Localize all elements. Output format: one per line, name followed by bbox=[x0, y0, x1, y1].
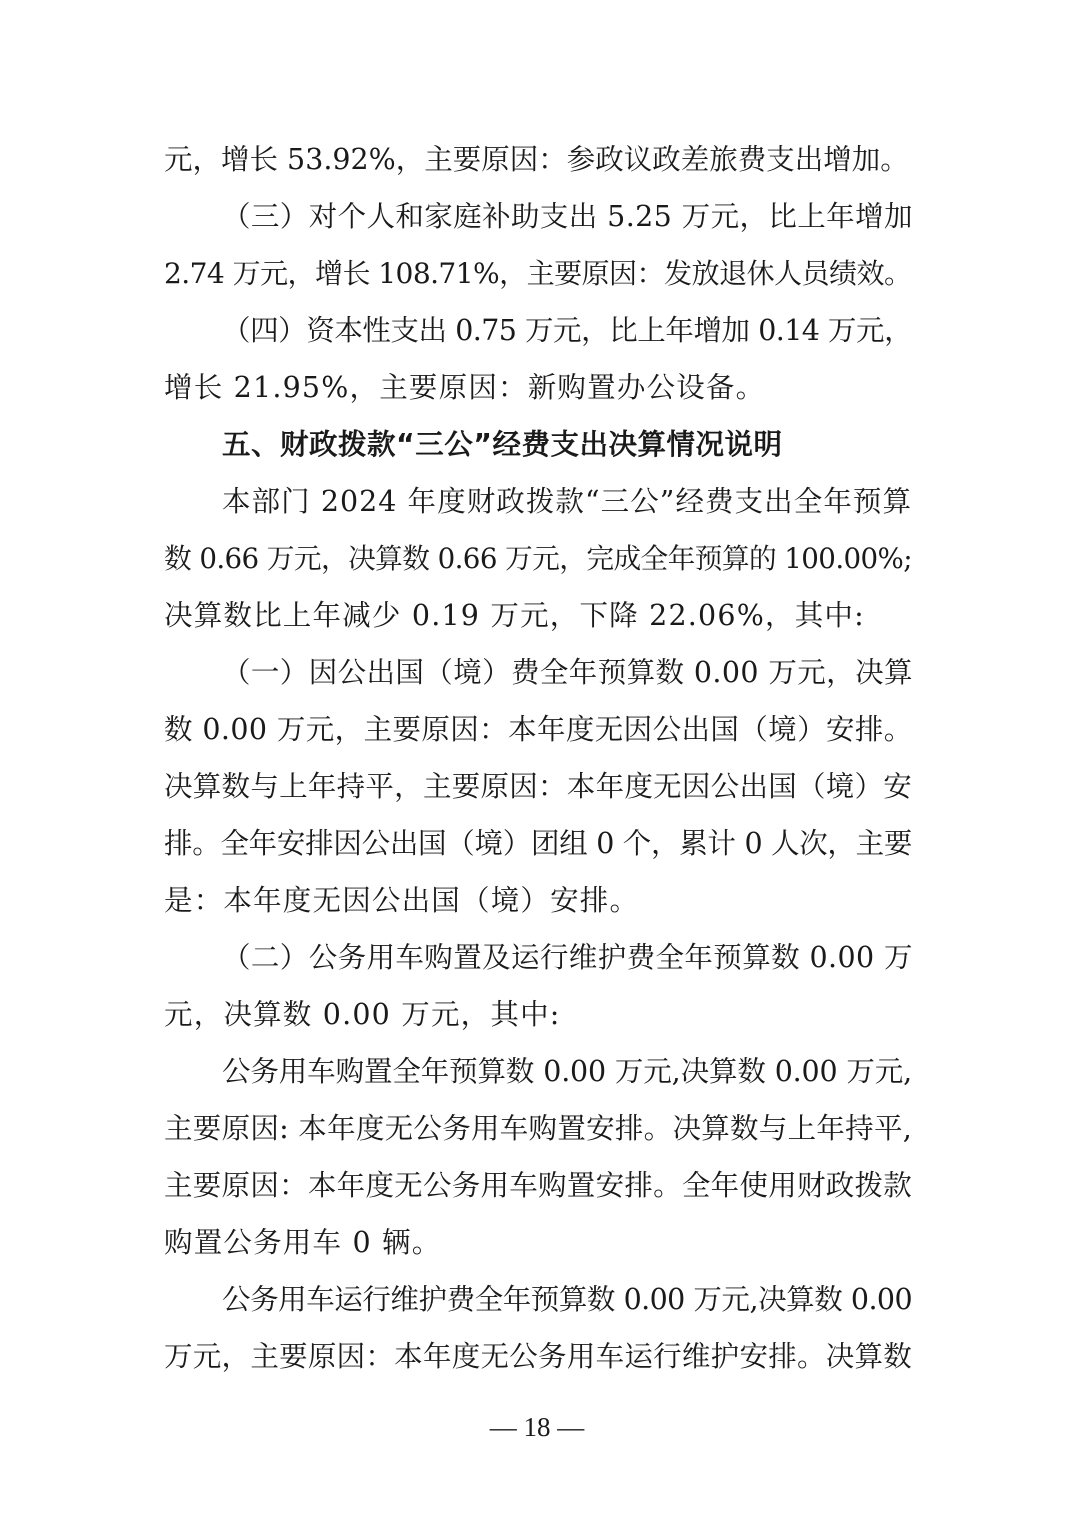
paragraph-line: 增长 21.95%，主要原因：新购置办公设备。 bbox=[164, 371, 766, 404]
page-number: — 18 — bbox=[489, 1412, 585, 1442]
paragraph-line: 2.74 万元，增长 108.71%，主要原因：发放退休人员绩效。 bbox=[164, 257, 912, 290]
paragraph-line: （三）对个人和家庭补助支出 5.25 万元，比上年增加 bbox=[222, 200, 913, 233]
paragraph-line: （四）资本性支出 0.75 万元，比上年增加 0.14 万元， bbox=[222, 314, 912, 347]
paragraph-line: （二）公务用车购置及运行维护费全年预算数 0.00 万 bbox=[222, 941, 913, 974]
paragraph-line: 决算数比上年减少 0.19 万元，下降 22.06%，其中: bbox=[164, 599, 865, 632]
paragraph-line: 元，决算数 0.00 万元，其中: bbox=[164, 998, 561, 1031]
paragraph-line: 万元，主要原因：本年度无公务用车运行维护安排。决算数 bbox=[164, 1340, 912, 1373]
section-heading: 五、财政拨款“三公”经费支出决算情况说明 bbox=[222, 428, 783, 461]
paragraph-line: 数 0.00 万元，主要原因：本年度无因公出国（境）安排。 bbox=[164, 713, 913, 746]
paragraph-line: 购置公务用车 0 辆。 bbox=[164, 1226, 442, 1259]
paragraph-line: 元，增长 53.92%，主要原因：参政议政差旅费支出增加。 bbox=[164, 143, 909, 176]
paragraph-line: （一）因公出国（境）费全年预算数 0.00 万元，决算 bbox=[222, 656, 913, 689]
paragraph-line: 公务用车运行维护费全年预算数 0.00 万元,决算数 0.00 bbox=[222, 1283, 912, 1316]
paragraph-line: 排。全年安排因公出国（境）团组 0 个，累计 0 人次，主要 bbox=[164, 827, 912, 860]
paragraph-line: 公务用车购置全年预算数 0.00 万元,决算数 0.00 万元, bbox=[222, 1055, 912, 1088]
paragraph-line: 本部门 2024 年度财政拨款“三公”经费支出全年预算 bbox=[222, 485, 912, 518]
paragraph-line: 是：本年度无因公出国（境）安排。 bbox=[164, 884, 640, 917]
paragraph-line: 主要原因：本年度无公务用车购置安排。全年使用财政拨款 bbox=[164, 1169, 912, 1202]
paragraph-line: 数 0.66 万元，决算数 0.66 万元，完成全年预算的 100.00%; bbox=[164, 542, 912, 575]
paragraph-line: 决算数与上年持平，主要原因：本年度无因公出国（境）安 bbox=[164, 770, 912, 803]
paragraph-line: 主要原因: 本年度无公务用车购置安排。决算数与上年持平, bbox=[164, 1112, 912, 1145]
